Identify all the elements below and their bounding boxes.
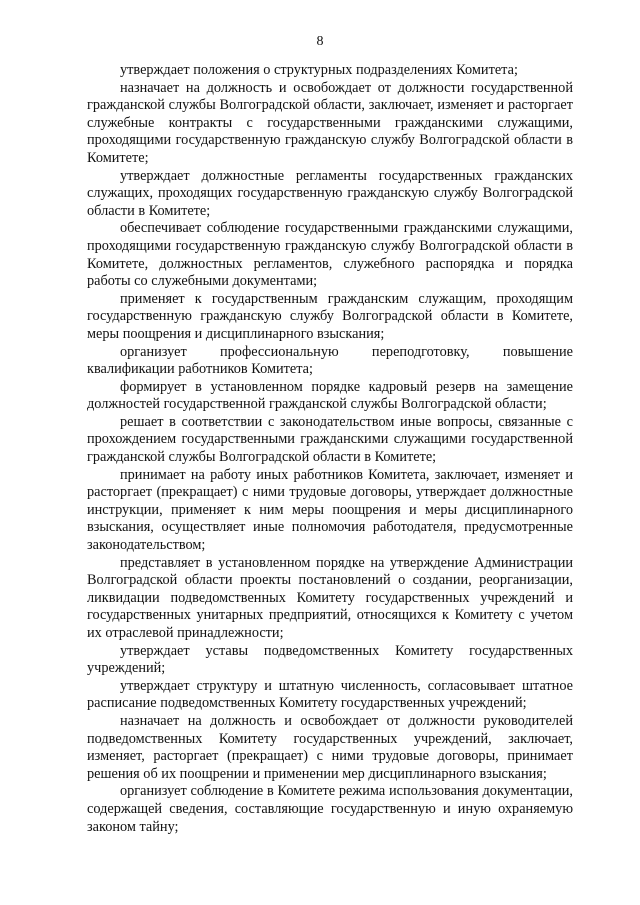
paragraph-11: утверждает уставы подведомственных Комитету государственных учреждений; [87,642,573,677]
paragraph-13: назначает на должность и освобождает от должности руководителей подведомственных Комитету государственных учреждений, заключает, изменяет, расторгает (прекращает) с ними трудовые договоры, принимает решения об их поощрении и применении мер дисциплинарного взыскания; [87,712,573,782]
paragraph-6: организует профессиональную переподготовку, повышение квалификации работников Комитета; [87,343,573,378]
paragraph-12: утверждает структуру и штатную численность, согласовывает штатное расписание подведомственных Комитету государственных учреждений; [87,677,573,712]
paragraph-8: решает в соответствии с законодательством иные вопросы, связанные с прохождением государственными гражданскими служащими государственной гражданской службы Волгоградской области в Комитете; [87,413,573,466]
paragraph-3: утверждает должностные регламенты государственных гражданских служащих, проходящих государственную гражданскую службу Волгоградской области в Комитете; [87,167,573,219]
paragraph-14: организует соблюдение в Комитете режима использования документации, содержащей сведения, составляющие государственную и иную охраняемую законом тайну; [87,783,573,835]
page-number: 8 [316,34,324,49]
paragraph-1: утверждает положения о структурных подразделениях Комитета; [120,62,518,78]
paragraph-4: обеспечивает соблюдение государственными гражданскими служащими, проходящими государственную гражданскую службу Волгоградской области в Комитете, должностных регламентов, служебного распорядка и порядка работы со служебными документами; [87,220,573,290]
paragraph-9: принимает на работу иных работников Комитета, заключает, изменяет и расторгает (прекращает) с ними трудовые договоры, утверждает должностные инструкции, применяет к ним меры поощрения и меры дисциплинарного взыскания, осуществляет иные полномочия работодателя, предусмотренные законодательством; [87,466,573,554]
paragraph-5: применяет к государственным гражданским служащим, проходящим государственную гражданскую службу Волгоградской области в Комитете, меры поощрения и дисциплинарного взыскания; [87,290,573,342]
paragraph-2: назначает на должность и освобождает от должности государственной гражданской службы Волгоградской области, заключает, изменяет и расторгает служебные контракты с государственными гражданскими служащими, проходящими государственную гражданскую службу Волгоградской области в Комитете; [87,79,573,166]
paragraph-10: представляет в установленном порядке на утверждение Администрации Волгоградской области проекты постановлений о создании, реорганизации, ликвидации подведомственных Комитету государственных учреждений и государственных унитарных предприятий, относящихся к Комитету с учетом их отраслевой принадлежности; [87,554,573,641]
paragraph-7: формирует в установленном порядке кадровый резерв на замещение должностей государственной гражданской службы Волгоградской области; [87,378,573,413]
document-body [87,62,573,836]
